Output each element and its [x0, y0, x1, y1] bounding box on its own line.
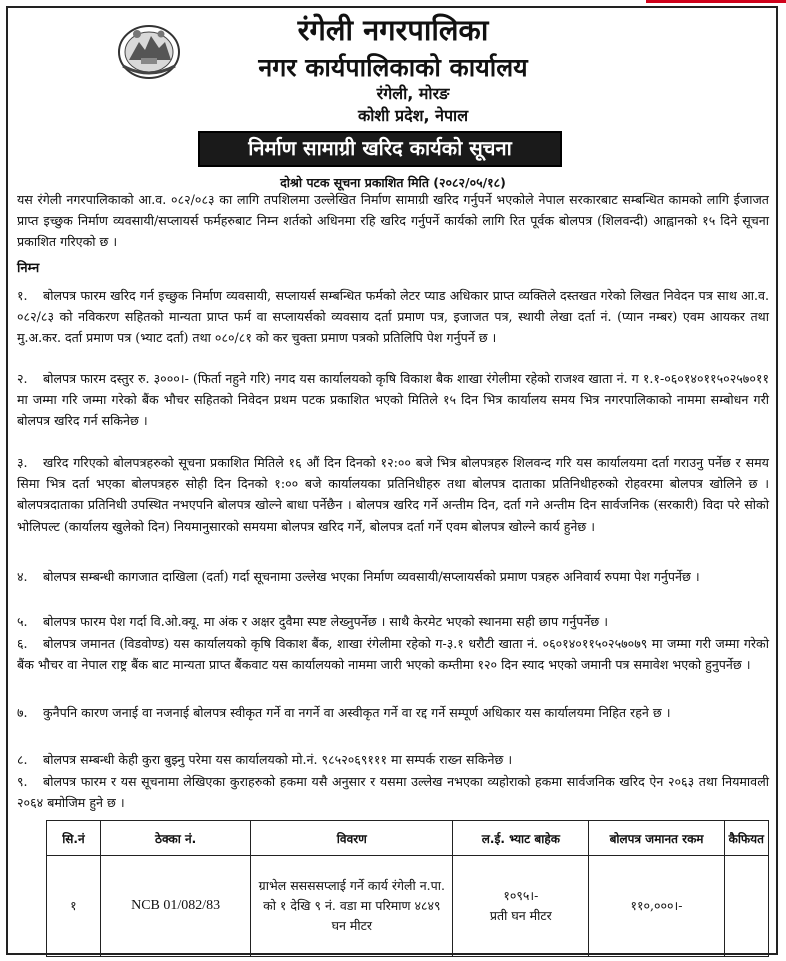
- condition-number: ४.: [17, 569, 28, 584]
- col-header-remarks: कैफियत: [724, 821, 768, 856]
- top-accent-line: [646, 0, 786, 3]
- condition-item: [17, 285, 769, 349]
- condition-item: [17, 566, 769, 587]
- condition-number: ९.: [17, 774, 28, 789]
- condition-text: बोलपत्र फारम खरिद गर्न इच्छुक निर्माण व्यवसायी, सप्लायर्स सम्बन्धित फर्मको लेटर प्याड अधिकार प्राप्त व्यक्तिले दस्तखत गरेको लिखत निवेदन पत्र साथ आ.व. ०८२/८३ को नविकरण सहितको मान्यता प्राप्त फर्म वा सप्लायर्सको व्यवसाय दर्ता प्रमाण पत्र, इजाजत पत्र, स्थायी लेखा दर्ता नं. (प्यान नम्बर) एवम आयकर तथा मु.अ.कर. दर्ता प्रमाण पत्र (भ्याट दर्ता) तथा ०८०/८१ को कर चुक्ता प्रमाण पत्रको प्रतिलिपि पेश गर्नुपर्ने छ ।: [17, 288, 769, 346]
- cell-sn: १: [47, 856, 101, 957]
- cell-estimate: [453, 856, 589, 957]
- condition-number: ३.: [17, 455, 28, 470]
- intro-paragraph: यस रंगेली नगरपालिकाको आ.व. ०८२/०८३ का लागि तपशिलमा उल्लेखित निर्माण सामाग्री खरिद गर्नुपर्ने भएकोले नेपाल सरकारबाट सम्बन्धित कामको लागि ईजाजत प्राप्त इच्छुक निर्माण व्यवसायी/सप्लायर्स फर्महरुबाट निम्न शर्तको अधिनमा रहि खरिद गर्नुपर्ने कार्यको लागि रित पूर्वक बोलपत्र (शिलवन्दी) आह्वानको १५ दिने सूचना प्रकाशित गरिएको छ ।: [17, 192, 770, 250]
- table-row: [47, 856, 769, 957]
- estimate-unit: प्रती घन मीटर: [489, 908, 552, 923]
- cell-description: ग्राभेल ससससप्लाई गर्ने कार्य रंगेली न.पा. को १ देखि ९ नं. वडा मा परिमाण ४८४९ घन मीटर: [251, 856, 453, 957]
- condition-number: २.: [17, 371, 28, 386]
- col-header-contract-no: ठेक्का नं.: [100, 821, 251, 856]
- col-header-sn: सि.नं: [47, 821, 101, 856]
- municipality-name: रंगेली नगरपालिका: [297, 13, 489, 47]
- estimate-amount: १०९५।-: [503, 888, 539, 903]
- condition-number: ८.: [17, 752, 28, 767]
- address-line-2: कोशी प्रदेश, नेपाल: [357, 106, 469, 125]
- cell-bid-security: ११०,०००।-: [589, 856, 724, 957]
- condition-item: [17, 611, 769, 632]
- col-header-description: विवरण: [251, 821, 453, 856]
- condition-item: [17, 771, 769, 813]
- condition-text: खरिद गरिएको बोलपत्रहरुको सूचना प्रकाशित मितिले १६ औं दिन दिनको १२:०० बजे भित्र बोलपत्रहरु शिलवन्द गरि यस कार्यालयमा दर्ता गराउनु पर्नेछ र समय सिमा भित्र दर्ता भएका बोलपत्रहरु सोही दिन दिनको १:०० बजे कार्यालयका प्रतिनिधीहरु तथा बोलपत्र दाताका प्रतिनिधीहरुको रोहवरमा बोलपत्र खोलिने छ । बोलपत्रदाताका प्रतिनिधी उपस्थित नभएपनि बोलपत्र खोल्ने बाधा पर्नेछैन । बोलपत्र खरिद गर्ने अन्तीम दिन, दर्ता गने अन्तीम दिन सार्वजनिक (सरकारी) विदा परे सोको भोलिपल्ट (कार्यालय खुलेको दिन) नियमानुसारको समयमा बोलपत्र खरिद गर्ने, बोलपत्र दर्ता गर्ने एवम बोलपत्र खोल्ने कार्य हुनेछ ।: [17, 455, 769, 534]
- procurement-table: [46, 820, 769, 957]
- condition-text: बोलपत्र जमानत (विडवोण्ड) यस कार्यालयको कृषि विकाश बैंक, शाखा रंगेलीमा रहेको ग-३.१ धरौटी खाता नं. ०६०१४०११५०२५७०७९ मा जम्मा गरी जम्मा गरेको बैंक भौचर वा नेपाल राष्ट्र बैंक बाट मान्यता प्राप्त बैंकवाट यस कार्यालयको नाममा जारी भएको कम्तीमा १२० दिन स्याद भएको जमानी पत्र समावेश भएको हुनुपर्नेछ ।: [17, 636, 769, 673]
- condition-item: [17, 452, 769, 537]
- condition-text: कुनैपनि कारण जनाई वा नजनाई बोलपत्र स्वीकृत गर्ने वा नगर्ने वा अस्वीकृत गर्ने वा रद्द गर्ने सम्पूर्ण अधिकार यस कार्यालयमा निहित रहने छ ।: [43, 705, 671, 720]
- condition-text: बोलपत्र सम्बन्धी केही कुरा बुझ्नु परेमा यस कार्यालयको मो.नं. ९८५२०६९१११ मा सम्पर्क राख्न सकिनेछ ।: [43, 752, 513, 767]
- cell-remarks: [724, 856, 768, 957]
- condition-item: [17, 702, 769, 723]
- col-header-estimate: ल.ई. भ्याट बाहेक: [453, 821, 589, 856]
- condition-number: ७.: [17, 705, 28, 720]
- address-line-1: रंगेली, मोरङ: [376, 84, 450, 103]
- condition-text: बोलपत्र फारम दस्तुर रु. ३०००।- (फिर्ता नहुने गरि) नगद यस कार्यालयको कृषि विकाश बैक शाखा रंगेलीमा रहेको राजश्व खाता नं. ग १.१-०६०१४०११५०२५७०११ मा जम्मा गरि जम्मा गरेको बैंक भौचर सहितको निवेदन प्रथम पटक प्रकाशित भएको मितिले १५ दिन भित्र कार्यालय समय भित्र नगरपालिकाको नाममा सम्बोधन गरी बोलपत्र खरिद गर्न सकिनेछ ।: [17, 371, 769, 429]
- notice-title: निर्माण सामाग्री खरिद कार्यको सूचना: [198, 131, 562, 167]
- condition-number: १.: [17, 288, 28, 303]
- condition-text: बोलपत्र फारम र यस सूचनामा लेखिएका कुराहरुको हकमा यसै अनुसार र यसमा उल्लेख नभएका व्यहोराको हकमा सार्वजनिक खरिद ऐन २०६३ तथा नियमावली २०६४ बमोजिम हुने छ ।: [17, 774, 769, 811]
- conditions-heading: निम्न: [17, 261, 40, 276]
- condition-item: [17, 749, 769, 770]
- condition-item: [17, 633, 769, 675]
- condition-text: बोलपत्र फारम पेश गर्दा वि.ओ.क्यू. मा अंक र अक्षर दुवैमा स्पष्ट लेख्नुपर्नेछ । साथै केरमेट भएको स्थानमा सही छाप गर्नुपर्नेछ ।: [43, 614, 608, 629]
- condition-text: बोलपत्र सम्बन्धी कागजात दाखिला (दर्ता) गर्दा सूचनामा उल्लेख भएका निर्माण व्यवसायी/सप्लायर्सको प्रमाण पत्रहरु अनिवार्य रुपमा पेश गर्नुपर्नेछ ।: [43, 569, 700, 584]
- publication-date: दोश्रो पटक सूचना प्रकाशित मिति (२०८२/०५/१८): [280, 175, 506, 190]
- condition-number: ५.: [17, 614, 28, 629]
- condition-item: [17, 368, 769, 432]
- office-name: नगर कार्यपालिकाको कार्यालय: [258, 53, 528, 82]
- col-header-bid-security: बोलपत्र जमानत रकम: [589, 821, 724, 856]
- cell-contract-no: NCB 01/082/83: [100, 856, 251, 957]
- table-header-row: [47, 821, 769, 856]
- condition-number: ६.: [17, 636, 28, 651]
